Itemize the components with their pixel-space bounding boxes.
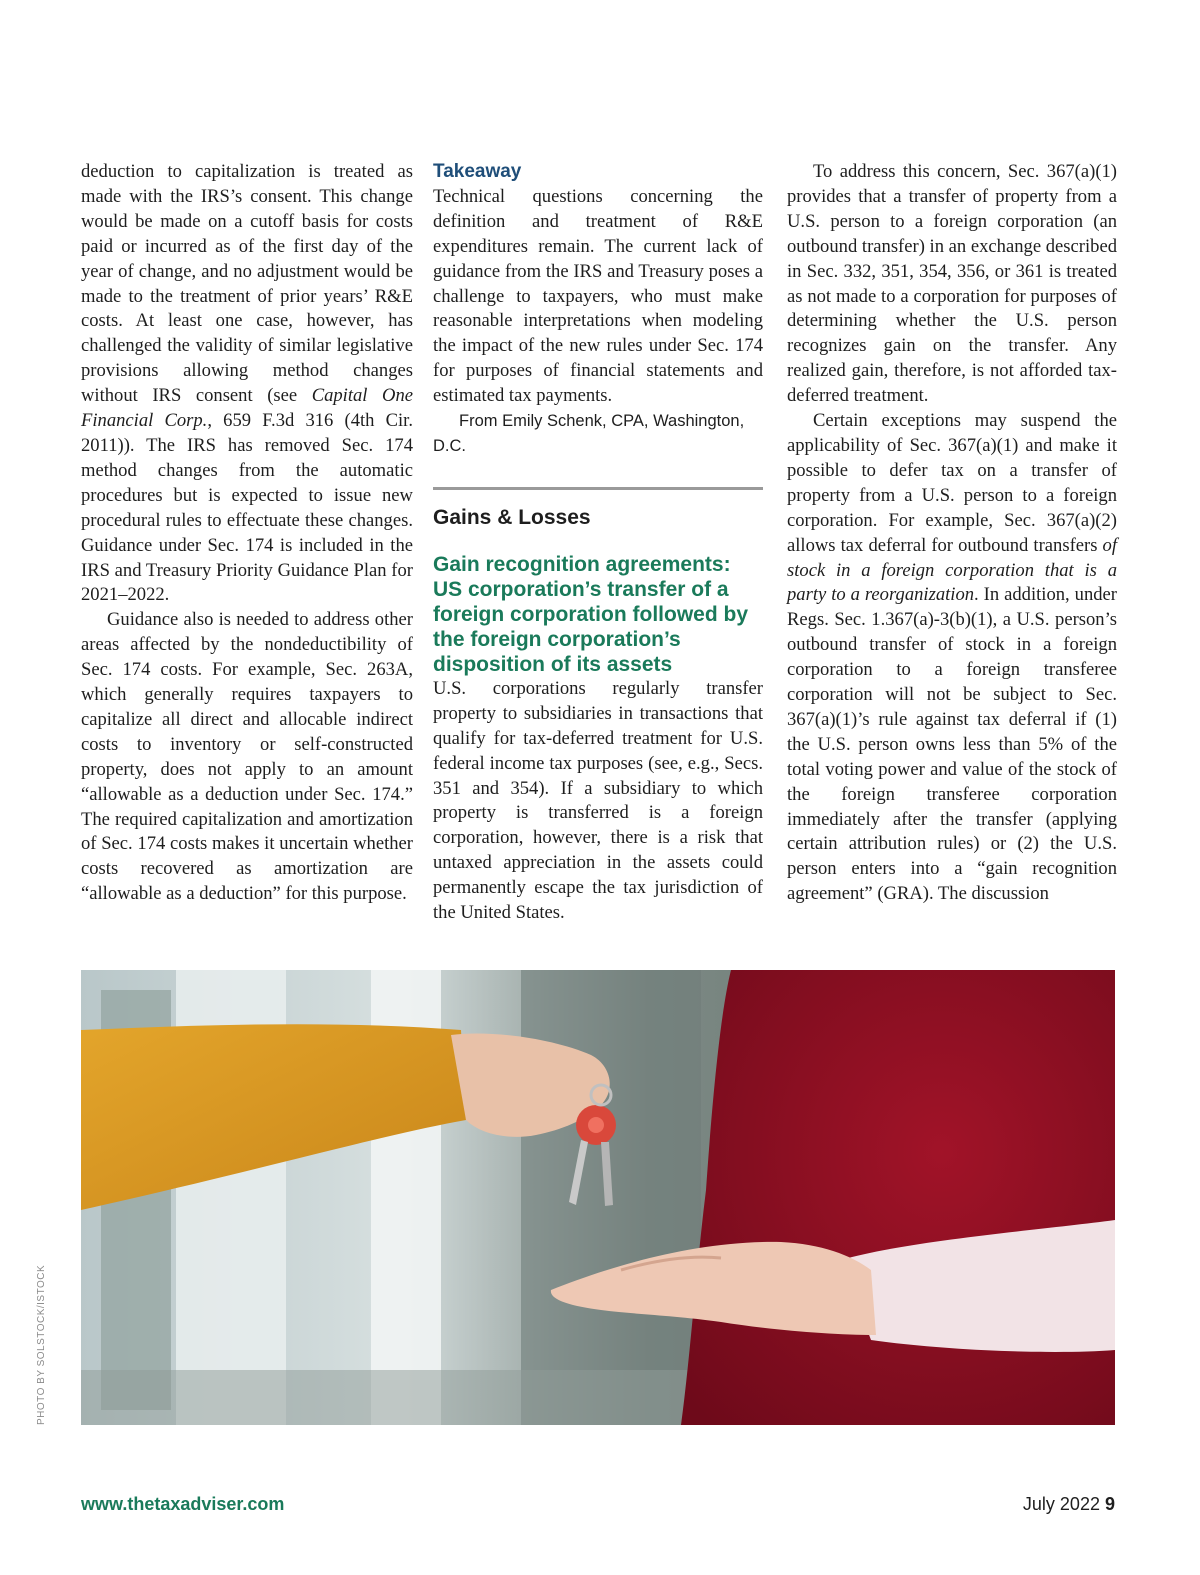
paragraph: Guidance also is needed to address other areas affected by the nondeductibility of Sec. 174 costs. For example, Sec. 263A, which generally requires taxpayers to capitalize all direct and allocable indirect costs to inventory or self-constructed property, does not apply to an amount “allowable as a deduction under Sec. 174.” The required capitalization and amortization of Sec. 174 costs makes it uncertain whether costs recovered as amortization are “allowable as a deduction” for this purpose. bbox=[81, 609, 413, 905]
column-middle bbox=[433, 160, 763, 926]
takeaway-heading: Takeaway bbox=[433, 161, 522, 182]
paragraph: deduction to capitalization is treated as made with the IRS’s consent. This change would be made on a cutoff basis for costs paid or incurred as of the first day of the year of change, and no adjustment would be made to the treatment of prior years’ R&E costs. At least one case, however, has challenged the validity of similar legislative provisions allowing method changes without IRS consent (see Capital One Financial Corp., 659 F.3d 316 (4th Cir. 2011)). The IRS has removed Sec. 174 method changes from the automatic procedures but is expected to issue new procedural rules to effectuate these changes. Guidance under Sec. 174 is included in the IRS and Treasury Priority Guidance Plan for 2021–2022. bbox=[81, 161, 414, 606]
takeaway-text: Technical questions concerning the definition and treatment of R&E expenditures remain. The current lack of guidance from the IRS and Treasury poses a challenge to taxpayers, who must make reasonable interpretations when modeling the impact of the new rules under Sec. 174 for purposes of financial statements and estimated tax payments. bbox=[433, 185, 763, 407]
footer-date-page: July 2022 9 bbox=[1022, 1494, 1115, 1514]
column-right bbox=[787, 160, 1117, 907]
article-intro: U.S. corporations regularly transfer property to subsidiaries in transactions that qualify for tax-deferred treatment for U.S. federal income tax purposes (see, e.g., Secs. 351 and 354). If a subsidiary to which property is transferred is a foreign corporation, however, there is a risk that untaxed appreciation in the assets could permanently escape the tax jurisdiction of the United States. bbox=[433, 677, 763, 924]
photo-credit: PHOTO BY SOLSTOCK/ISTOCK bbox=[36, 1264, 47, 1425]
photo-illustration bbox=[81, 970, 1115, 1425]
article-title: Gain recognition agreements: US corporation’s transfer of a foreign corporation followed by the foreign corporation’s disposition of its assets bbox=[433, 552, 748, 676]
paragraph: Certain exceptions may suspend the applicability of Sec. 367(a)(1) and make it possible to defer tax on a transfer of property from a U.S. person to a foreign corporation. For example, Sec. 367(a)(2) allows tax deferral for outbound transfers of stock in a foreign corporation that is a party to a reorganization. In addition, under Regs. Sec. 1.367(a)-3(b)(1), a U.S. person’s outbound transfer of stock in a foreign corporation to a foreign transferee corporation will not be subject to Sec. 367(a)(1)’s rule against tax deferral if (1) the U.S. person owns less than 5% of the total voting power and value of the stock of the foreign transferee corporation immediately after the transfer (applying certain attribution rules) or (2) the U.S. person enters into a “gain recognition agreement” (GRA). The discussion bbox=[787, 410, 1117, 905]
byline: From Emily Schenk, CPA, Washington, D.C. bbox=[433, 412, 745, 455]
page-number: 9 bbox=[1104, 1494, 1115, 1514]
footer-url[interactable]: www.thetaxadviser.com bbox=[81, 1494, 285, 1514]
key-handover-photo bbox=[81, 970, 1115, 1425]
case-citation: Capital One Financial Corp. bbox=[81, 385, 414, 432]
column-left bbox=[81, 160, 413, 907]
section-divider bbox=[433, 487, 763, 490]
section-heading: Gains & Losses bbox=[433, 505, 591, 529]
paragraph: To address this concern, Sec. 367(a)(1) provides that a transfer of property from a U.S. person to a foreign corporation (an outbound transfer) in an exchange described in Sec. 332, 351, 354, 356, or 361 is treated as not made to a corporation for purposes of determining whether the U.S. person recognizes gain on the transfer. Any realized gain, therefore, is not afforded tax-deferred treatment. bbox=[787, 161, 1117, 407]
